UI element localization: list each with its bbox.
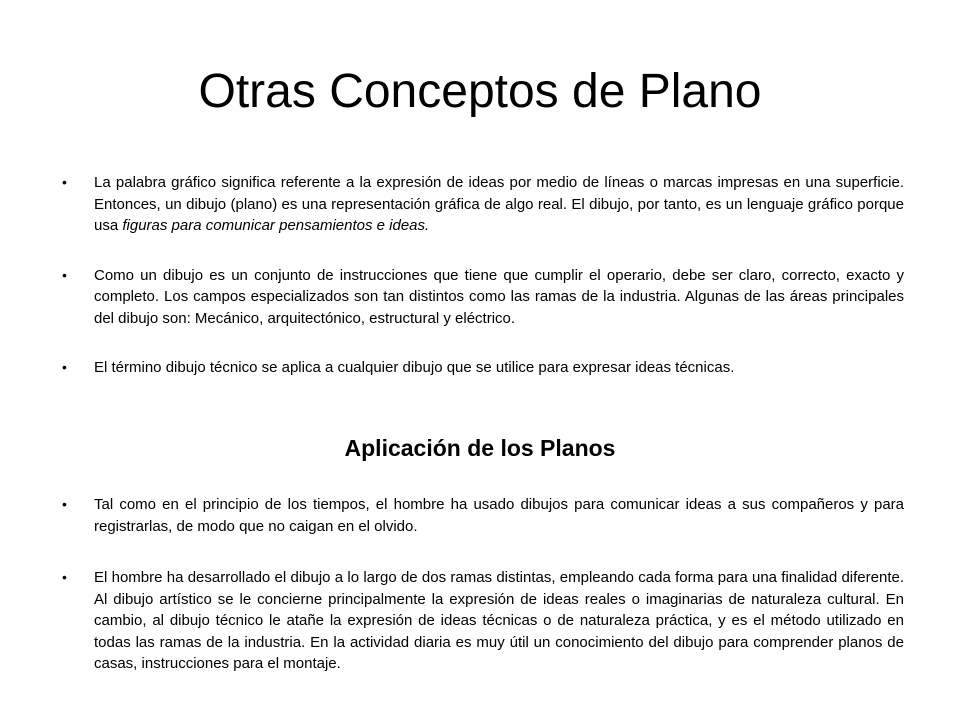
bullet-item	[60, 357, 904, 379]
bullet-dot-icon: •	[62, 266, 67, 283]
bullet-text: El hombre ha desarrollado el dibujo a lo largo de dos ramas distintas, empleando cada forma para una finalidad diferente. Al dibujo artístico se le concierne principalmente la expresión de ideas reales o imaginarias de naturaleza cultural. En cambio, al dibujo técnico le atañe la expresión de ideas técnicas o de naturaleza práctica, y es el método utilizado en todas las ramas de la industria. En la actividad diaria es muy útil un conocimiento del dibujo para comprender planos de casas, instrucciones para el montaje.	[94, 569, 904, 672]
bullet-dot-icon: •	[62, 569, 67, 585]
bullet-text: La palabra gráfico significa referente a la expresión de ideas por medio de líneas o marcas impresas en una superficie. Entonces, un dibujo (plano) es una representación gráfica de algo real. El dibujo, por tanto, es un lenguaje gráfico porque usa figuras para comunicar pensamientos e ideas.	[94, 174, 904, 234]
concepts-bullet-list	[60, 172, 904, 407]
slide-title: Otras Conceptos de Plano	[198, 65, 762, 118]
bullet-dot-icon: •	[62, 174, 67, 190]
bullet-dot-icon: •	[62, 359, 67, 375]
applications-bullet-list	[60, 494, 904, 705]
bullet-item	[60, 172, 904, 237]
bullet-italic-text: figuras para comunicar pensamientos e ideas.	[122, 217, 430, 234]
bullet-text: Como un dibujo es un conjunto de instrucciones que tiene que cumplir el operario, debe ser claro, correcto, exacto y completo. Los campos especializados son tan distintos como las ramas de la industria. Algunas de las áreas principales del dibujo son: Mecánico, arquitectónico, estructural y eléctrico.	[94, 266, 904, 327]
bullet-text: El término dibujo técnico se aplica a cualquier dibujo que se utilice para expresar ideas técnicas.	[94, 359, 735, 376]
bullet-item	[60, 567, 904, 675]
bullet-item	[60, 265, 904, 330]
bullet-text: Tal como en el principio de los tiempos, el hombre ha usado dibujos para comunicar ideas a sus compañeros y para registrarlas, de modo que no caigan en el olvido.	[94, 496, 904, 535]
bullet-item	[60, 494, 904, 537]
bullet-dot-icon: •	[62, 496, 67, 512]
section-subtitle: Aplicación de los Planos	[344, 435, 616, 461]
